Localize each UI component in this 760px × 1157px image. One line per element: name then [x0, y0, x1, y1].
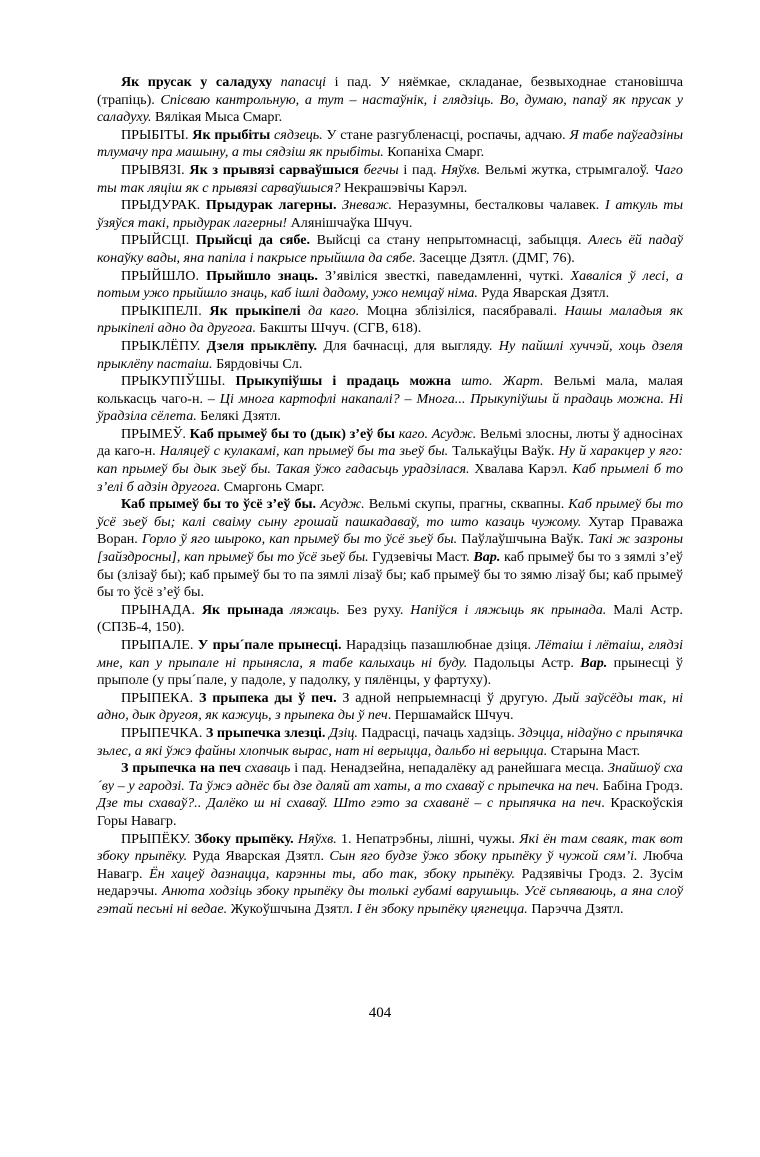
entry-headphrase: У пры´пале прынесці.	[197, 637, 342, 653]
entry-text: Радзявічы Гродз. 2. Зусім недарэчы.	[97, 865, 683, 900]
dictionary-entry	[97, 303, 683, 338]
dictionary-entry	[97, 232, 683, 267]
entry-text: ПРЫЙШЛО.	[121, 267, 207, 284]
entry-headphrase: Дзеля прыклёпу.	[206, 337, 318, 354]
entry-italic-text: да каго.	[308, 302, 360, 319]
entry-text: З’явіліся звесткі, паведамленні, чуткі.	[317, 267, 571, 284]
entry-text: прынесці ў прыполе (у пры´пале, у падоле, у падолку, у пялёнцы, у фартуху).	[97, 654, 684, 689]
entry-text	[451, 373, 461, 389]
entry-text: ПРЫПЕКА.	[121, 689, 199, 706]
dictionary-entry	[97, 725, 683, 760]
entry-text: ПРЫБІТЫ.	[121, 126, 193, 143]
entry-headphrase: З прыпека ды ў печ.	[199, 689, 337, 706]
entry-text: Хвалава Карэл.	[469, 461, 573, 478]
entry-text: ПРЫКЛЁПУ.	[121, 337, 207, 354]
entry-italic-text: Дый заўсёды так, ні адно, дык другоя, як кажуць, з прыпека ды ў печ	[97, 689, 683, 724]
entry-italic-text: Напіўся і ляжыць як прынада.	[410, 601, 607, 618]
entry-headphrase: Прыкупіўшы і прадаць можна	[235, 373, 451, 390]
entry-text: і пад. У няёмкае, складанае, безвыходнае становішча (трапіць).	[97, 74, 683, 108]
entry-text: ПРЫПЕЧКА.	[121, 724, 206, 741]
entry-headphrase: Як прусак у саладуху	[121, 74, 273, 90]
dictionary-page-text	[97, 74, 683, 919]
entry-italic-text: Жарт.	[502, 373, 544, 390]
entry-text: Копаніха Смарг.	[383, 144, 485, 161]
entry-text: Руда Яварская Дзятл.	[187, 848, 330, 865]
entry-text: ПРЫКІПЕЛІ.	[121, 302, 210, 319]
page-number: 404	[368, 1005, 392, 1021]
entry-italic-text: схаваць	[244, 760, 291, 777]
entry-italic-text: Дзіц.	[328, 724, 358, 741]
dictionary-entry	[97, 426, 683, 496]
entry-italic-text: каго.	[398, 425, 429, 442]
entry-italic-text: Каб прымелі б то з’елі б адзін другога.	[97, 461, 683, 495]
entry-text: Любча Навагр.	[97, 848, 684, 882]
entry-text: 1. Непатрэбны, лішні, чужы.	[336, 830, 520, 847]
entry-italic-text: папасці	[280, 74, 327, 90]
dictionary-entry	[97, 268, 683, 303]
entry-italic-text: Вар.	[580, 654, 608, 671]
entry-headphrase: З прыпечка на печ	[121, 760, 241, 777]
entry-text: . Краскоўскія Горы Навагр.	[97, 795, 683, 829]
entry-headphrase: Збоку прыпёку.	[194, 830, 294, 847]
entry-italic-text: Дзе ты схаваў?.. Далёко ш ні схаваў. Што гэто за схаванё – с прыпячка на печ	[97, 795, 602, 812]
dictionary-entry	[97, 637, 683, 690]
entry-text: і пад.	[398, 161, 442, 178]
entry-italic-text: Алесь ёй падаў конаўку вады, яна папіла і пакрысе прыйшла да сябе.	[97, 232, 683, 266]
entry-italic-text: Я табе паўгадзіны тлумачу пра машыну, а ты сядзіш як прыбіты.	[97, 126, 683, 161]
entry-italic-text: Сын яго будзе ўжо збоку прыпёку ў чужой сям’і.	[329, 848, 638, 865]
entry-italic-text: Лётаіш і лётаіш, глядзі мне, кап у прыпале ні прынясла, я табе калыхаць ні буду.	[97, 637, 683, 671]
dictionary-entry	[97, 690, 683, 725]
entry-text: ПРЫДУРАК.	[121, 197, 206, 214]
entry-text: У стане разгубленасці, роспачы, адчаю.	[322, 126, 570, 143]
entry-text: Хутар Праважа Воран.	[97, 513, 683, 548]
entry-text: ПРЫНАДА.	[121, 601, 202, 618]
entry-headphrase: Прыйшло знаць.	[206, 267, 318, 284]
entry-italic-text: І аткуль ты ўзяўся такі, прыдурак лагерны!	[97, 197, 684, 231]
entry-italic-text: Няўхв.	[297, 830, 337, 847]
entry-italic-text: Каб прымеў бы то ўсё зьеў бы; калі сваіму сыну грошай пашкадаваў, то што казаць чужому.	[97, 496, 683, 530]
entry-headphrase: Прыдурак лагерны.	[205, 197, 337, 214]
entry-text: Вялікая Мыса Смарг.	[151, 109, 283, 126]
entry-text: Белякі Дзятл.	[196, 408, 281, 425]
entry-text: Без руху.	[339, 601, 411, 618]
entry-italic-text: бегчы	[363, 161, 399, 178]
entry-text: Вельмі мала, малая колькасць чаго-н. –	[97, 373, 684, 407]
dictionary-entry	[97, 338, 683, 373]
entry-italic-text: Ці многа картофлі накапалі? – Многа... Прыкупіўшы й прадаць можна. Ні ўрадзіла сёлета.	[97, 390, 683, 425]
entry-text: ПРЫВЯЗІ.	[121, 161, 190, 178]
entry-italic-text: Горло ў яго шыроко, кап прымеў бы то ўсё зьеў бы.	[142, 531, 458, 548]
dictionary-entry	[97, 496, 683, 602]
entry-italic-text: Ну й харакцер у яго: кап прымеў бы дык зьеў бы. Такая ўжо гадасьць урадзілася.	[97, 443, 684, 478]
entry-text: З адной непрыемнасці ў другую.	[336, 689, 554, 706]
entry-headphrase: Як прыбіты	[192, 126, 271, 143]
entry-headphrase: Каб прымеў бы то (дык) з’еў бы	[189, 425, 396, 442]
entry-text: Бабіна Гродз.	[599, 777, 683, 794]
dictionary-entry	[97, 831, 683, 919]
entry-text: каб прымеў бы то з зямлі з’еў бы (злізаў бы); каб прымеў бы то па зямлі лізаў бы; каб прымеў бы то зямю лізаў бы; каб прымеў бы то ўсё з’еў бы.	[97, 549, 683, 601]
entry-text	[493, 373, 503, 389]
entry-text: Парэчча Дзятл.	[527, 900, 624, 917]
entry-italic-text: Хаваліся ў лесі, а потым ужо прыйшло знаць, каб ішлі дадому, ужо немцаў німа.	[97, 267, 683, 302]
entry-italic-text: Наляцеў с кулакамі, кап прымеў бы та зьеў бы.	[159, 443, 449, 460]
entry-text: Вельмі жутка, стрымгалоў.	[480, 161, 654, 178]
entry-text: . Першамайск Шчуч.	[387, 707, 514, 724]
entry-italic-text: Спісваю кантрольную, а тут – настаўнік, і глядзіць. Во, думаю, папаў як прусак у саладуху.	[97, 91, 683, 126]
entry-italic-text: Такі ж зазроны [зайздросны], кап прымеў бы то ўсё зьеў бы.	[97, 531, 684, 566]
entry-italic-text: Чаго ты так ляціш як с прывязі сарваўшыся?	[97, 161, 683, 196]
entry-italic-text: Анюта ходзіць збоку прыпёку ды толькі губамі варушыць. Усё сьпяваюць, а яна слоў гэтай песьні ні ведае.	[97, 883, 683, 917]
dictionary-entry	[97, 373, 683, 426]
entry-italic-text: што.	[461, 373, 493, 390]
entry-text: Нарадзіць пазашлюбнае дзіця.	[341, 637, 536, 653]
entry-text: Некрашэвічы Карэл.	[340, 179, 468, 196]
entry-italic-text: ляжаць.	[290, 601, 340, 618]
entry-text: ПРЫПЁКУ.	[121, 830, 195, 847]
entry-text	[272, 74, 281, 90]
entry-text: Для бачнасці, для выгляду.	[317, 337, 499, 354]
dictionary-entry	[97, 760, 683, 830]
entry-text: Руда Яварская Дзятл.	[477, 285, 610, 302]
entry-text: ПРЫПАЛЕ.	[121, 637, 198, 653]
entry-italic-text: Знайшоў сха´ву – у гародзі. Та ўжэ аднёс бы дзе даляй ат хаты, а то схаваў с прыпечка на печ.	[97, 760, 683, 794]
entry-text: Вельмі злосны, люты ў адносінах да каго-н.	[97, 425, 683, 460]
entry-headphrase: Прыйсці да сябе.	[195, 232, 311, 249]
entry-italic-text: Вар.	[473, 549, 501, 566]
entry-italic-text: Ну пайшлі хуччэй, хоць дзеля прыклёпу пастаіш.	[97, 337, 683, 372]
entry-text: ПРЫЙСЦІ.	[121, 232, 196, 249]
entry-italic-text: Зневаж.	[342, 197, 393, 214]
entry-headphrase: Каб прымеў бы то ўсё з’еў бы.	[121, 496, 317, 513]
entry-text: Неразумны, бесталковы чалавек.	[392, 197, 605, 214]
entry-text: Старына Маст.	[547, 742, 641, 759]
dictionary-entry	[97, 197, 683, 232]
entry-italic-text: Асудж.	[320, 496, 365, 513]
entry-italic-text: Здэцца, нідаўно с прыпячка зьлес, а які ўжэ файны хлопчык вырас, нат ні верыцца, дальбо ні верыцца.	[97, 724, 683, 759]
entry-headphrase: З прыпечка злезці.	[205, 724, 326, 741]
entry-italic-text: І ён збоку прыпёку цягнецца.	[356, 900, 528, 917]
entry-text: Жукоўшчына Дзятл.	[227, 900, 357, 917]
entry-text: ПРЫКУПІЎШЫ.	[121, 373, 236, 390]
entry-text: Малі Астр. (СПЗБ-4, 150).	[97, 601, 683, 636]
entry-text: Засецце Дзятл. (ДМГ, 76).	[415, 249, 575, 266]
entry-text: Вельмі скупы, прагны, сквапны.	[364, 496, 569, 513]
entry-text	[301, 303, 309, 319]
entry-text: Смаргонь Смарг.	[220, 478, 325, 495]
entry-italic-text: сядзець.	[274, 126, 323, 143]
entry-italic-text: Ён хацеў дазнацца, карэнны ты, або так, збоку прыпёку.	[149, 865, 516, 882]
entry-text: Талькаўцы Ваўк.	[448, 443, 559, 460]
entry-italic-text: Асудж.	[431, 425, 477, 442]
entry-headphrase: Як з прывязі сарваўшыся	[189, 161, 359, 178]
entry-text: Падольцы Астр.	[467, 654, 581, 671]
dictionary-entry	[97, 127, 683, 162]
dictionary-entry	[97, 74, 683, 127]
entry-italic-text: Які ён там сваяк, так вот збоку прыпёку.	[97, 830, 683, 865]
entry-text: і пад. Ненадзейна, непадалёку ад ранейшага месца.	[290, 760, 608, 777]
entry-text: Выйсці са стану непрытомнасці, забыцця.	[310, 232, 589, 249]
entry-headphrase: Як прыкіпелі	[209, 302, 301, 319]
entry-text: Моцна зблізіліся, пасябравалі.	[359, 302, 565, 319]
dictionary-entry	[97, 602, 683, 637]
entry-text: Гудзевічы Маст.	[368, 549, 474, 566]
dictionary-entry	[97, 162, 683, 197]
entry-text: Бярдовічы Сл.	[212, 355, 303, 372]
entry-text: ПРЫМЕЎ.	[121, 425, 190, 442]
entry-text: Падрасці, пачаць хадзіць.	[357, 724, 519, 741]
entry-headphrase: Як прынада	[201, 601, 284, 618]
entry-text: Паўлаўшчына Ваўк.	[457, 531, 588, 548]
entry-text: Алянішчаўка Шчуч.	[287, 214, 413, 231]
entry-italic-text: Нашы маладыя як прыкіпелі адно да другога.	[97, 302, 683, 337]
entry-italic-text: Няўхв.	[441, 161, 481, 178]
entry-text: Бакшты Шчуч. (СГВ, 618).	[255, 320, 422, 337]
